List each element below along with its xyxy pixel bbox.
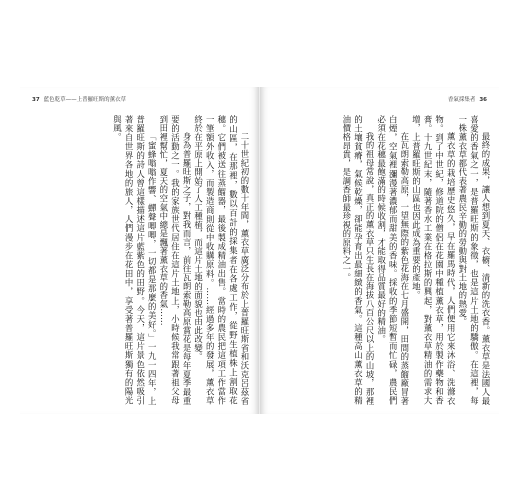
left-running-head: 藍色乾草——上普羅旺斯的薰衣草 bbox=[43, 97, 127, 103]
left-page bbox=[20, 87, 258, 414]
right-running-head: 香氣採集者 bbox=[447, 97, 476, 103]
right-paragraph: 在瓦朗索勒高原，一望無際的紫色花海在七月盛開，田間的蒸餾廠冒著白煙，空氣裡瀰漫著濃郁而甜美的香味。採收的季節短暫而忙碌，農民們必須在花穗最飽滿的時候收割，才能取得品質最好的精油。 bbox=[376, 115, 410, 405]
book-spread bbox=[20, 87, 499, 414]
right-paragraph: 我的祖母常說，真正的薰衣草只生長在海拔八百公尺以上的山坡，那裡的土壤貧瘠，氣候乾燥，卻能孕育出最細緻的香氣。這種高山薰衣草的精油價格昂貴，是調香師最珍視的原料之一。 bbox=[341, 115, 376, 405]
left-page-number: 37 bbox=[32, 97, 40, 103]
left-page-body bbox=[28, 115, 250, 405]
right-page-number: 36 bbox=[479, 97, 487, 103]
left-paragraph: 身為普羅旺斯之子，對我而言，前往瓦朗索勒高原賞花是每年夏季最重要的活動之一。我的家族世代居住在這片土地上，小時候我常跟著祖父母到田裡幫忙，夏天的空氣中總是飄著薰衣草的香氣…… bbox=[158, 115, 193, 405]
left-page-header bbox=[28, 95, 126, 105]
right-page-body bbox=[269, 115, 491, 405]
right-paragraph: 最終的成果，讓人想到夏天、衣櫥、清新的洗衣香。薰衣草是法國人最喜愛的香氣之一，是普羅旺斯的象徵，也是這片土地的驕傲。在這裡，每一株薰衣草都代表著農民辛勤的勞動與對土地的熱愛。 bbox=[457, 115, 491, 405]
right-page bbox=[261, 87, 499, 414]
left-paragraph: 二十世紀初的數十年間，薰衣草廣泛分布於上普羅旺斯省和沃克呂茲省的山區，在那裡，數以百計的採集者在各處工作，從野生植株上割取花穗。它們被送往蒸餾器，最後製成精油出售。當時的農民把這項工作當作一筆額外收入，而製造商則從中收購原料。……經過多年的發展，薰衣草終於在平原上開始了人工種植，而這片土地的面貌也由此改變。 bbox=[193, 115, 250, 405]
left-paragraph: 「蜜蜂嗡嗡作響、蟬聲唧唧，一切都是那麼的美好。」一九一四年，上普羅旺斯的詩人曾這樣描述這片藍紫色的田野。今天，這片景色依然吸引著來自世界各地的旅人，人們漫步在花田中，享受著普羅旺斯獨有的陽光與風。 bbox=[112, 115, 158, 405]
right-paragraph: 薰衣草的栽培歷史悠久，早在羅馬時代，人們便用它來沐浴、洗滌衣物。到了中世紀，修道院的僧侶在花園中種植薰衣草，用於製作藥物和香膏。十九世紀末，隨著香水工業在格拉斯的興起，對薰衣草精油的需求大增，上普羅旺斯的山區也因此成為重要的產地。 bbox=[411, 115, 457, 405]
right-page-header bbox=[448, 95, 491, 105]
